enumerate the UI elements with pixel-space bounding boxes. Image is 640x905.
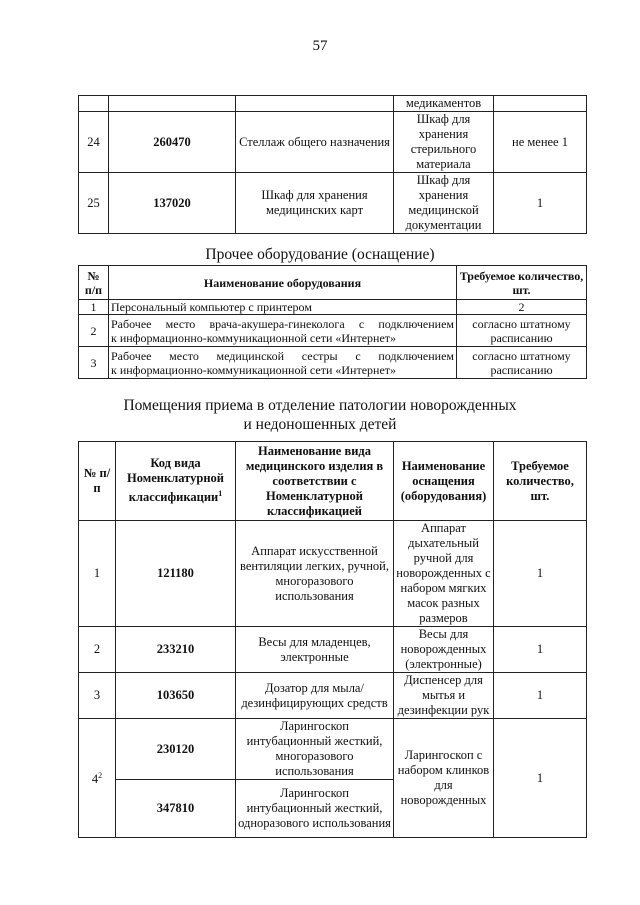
cell-code: 230120 [116, 719, 236, 780]
cell-code: 121180 [116, 521, 236, 627]
header-num: № п/п [79, 442, 116, 521]
table-row [79, 673, 587, 719]
cell-num: 24 [79, 112, 109, 173]
cell-name-line: к информационно-коммуникационной сети «Интернет» [111, 362, 397, 377]
cell-code: 137020 [109, 173, 236, 234]
cell-code: 233210 [116, 627, 236, 673]
table-header-row [79, 266, 587, 300]
cell-num [79, 719, 116, 838]
cell-qty: 1 [494, 521, 587, 627]
cell-num: 3 [79, 347, 109, 379]
cell-name: Весы для младенцев, электронные [236, 627, 394, 673]
room-equipment-table [78, 441, 587, 838]
footnote-marker: 2 [98, 771, 103, 781]
table-header-row [79, 442, 587, 521]
cell-name: Ларингоскоп интубационный жесткий, многоразового использования [236, 719, 394, 780]
cell-name-line: Рабочее место врача-акушера-гинеколога с подключением [111, 316, 454, 331]
table-row [79, 521, 587, 627]
cell-qty: согласно штатному расписанию [457, 315, 587, 347]
cell-name: Стеллаж общего назначения [236, 112, 394, 173]
table-row [79, 315, 587, 347]
equipment-table-continued [78, 95, 587, 234]
page-number: 57 [312, 38, 328, 54]
cell-num: 1 [79, 300, 109, 315]
header-qty: Требуемое количество, шт. [457, 266, 587, 300]
header-name: Наименование вида медицинского изделия в соответствии с Номенклатурной классификацией [236, 442, 394, 521]
cell-qty: не менее 1 [494, 112, 587, 173]
header-name: Наименование оборудования [109, 266, 457, 300]
header-num: № п/п [79, 266, 109, 300]
cell-qty: 1 [494, 173, 587, 234]
cell-num: 25 [79, 173, 109, 234]
section-title-other-equipment: Прочее оборудование (оснащение) [205, 246, 435, 263]
cell-name [109, 315, 457, 347]
cell-name-line: к информационно-коммуникационной сети «Интернет» [111, 330, 397, 345]
cell-name: Ларингоскоп интубационный жесткий, одноразового использования [236, 780, 394, 838]
cell-equipment: Ларингоскоп с набором клинков для новорожденных [394, 719, 494, 838]
section-title-line: Помещения приема в отделение патологии новорожденных [123, 397, 517, 414]
cell-equipment: Аппарат дыхательный ручной для новорожденных с набором мягких масок разных размеров [394, 521, 494, 627]
cell-code: 103650 [116, 673, 236, 719]
cell-equipment: Диспенсер для мытья и дезинфекции рук [394, 673, 494, 719]
header-equipment: Наименование оснащения (оборудования) [394, 442, 494, 521]
header-qty: Требуемое количество, шт. [494, 442, 587, 521]
cell-qty: согласно штатному расписанию [457, 347, 587, 379]
cell-name-line: Рабочее место медицинской сестры с подключением [111, 348, 454, 363]
section-title-line: и недоношенных детей [243, 416, 397, 433]
cell-num: 2 [79, 627, 116, 673]
section-title-room [0, 396, 640, 434]
header-code-text: Код вида Номенклатурной классификации [127, 456, 224, 505]
cell-name [109, 347, 457, 379]
cell-equipment: Шкаф для хранения медицинской документации [394, 173, 494, 234]
cell-name: Персональный компьютер с принтером [109, 300, 457, 315]
footnote-marker: 1 [218, 489, 223, 499]
table-row [79, 173, 587, 234]
table-row [79, 627, 587, 673]
table-row [79, 300, 587, 315]
cell-qty: 1 [494, 719, 587, 838]
header-code [116, 442, 236, 521]
cell-equipment: Весы для новорожденных (электронные) [394, 627, 494, 673]
cell-num: 3 [79, 673, 116, 719]
table-row [79, 347, 587, 379]
other-equipment-table [78, 265, 587, 379]
cell-name: Дозатор для мыла/ дезинфицирующих средств [236, 673, 394, 719]
cell-equipment: Шкаф для хранения стерильного материала [394, 112, 494, 173]
cell-qty: 2 [457, 300, 587, 315]
table-row [79, 112, 587, 173]
cell-equipment: медикаментов [394, 96, 494, 112]
table-row [79, 719, 587, 780]
cell-name: Аппарат искусственной вентиляции легких, ручной, многоразового использования [236, 521, 394, 627]
table-row [79, 96, 587, 112]
cell-qty: 1 [494, 627, 587, 673]
cell-num: 2 [79, 315, 109, 347]
cell-name: Шкаф для хранения медицинских карт [236, 173, 394, 234]
cell-code: 260470 [109, 112, 236, 173]
cell-num-text: 4 [91, 772, 99, 787]
cell-qty: 1 [494, 673, 587, 719]
cell-num: 1 [79, 521, 116, 627]
cell-code: 347810 [116, 780, 236, 838]
